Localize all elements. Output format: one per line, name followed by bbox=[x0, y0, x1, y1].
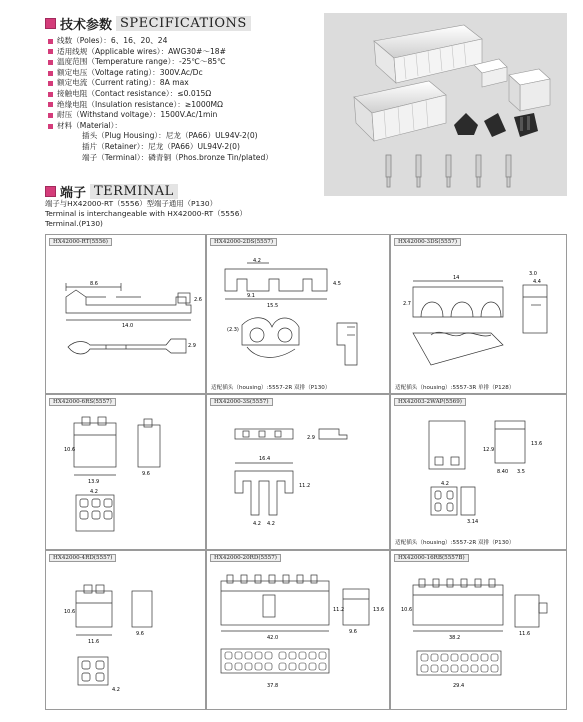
dim-label: 13.9 bbox=[88, 479, 100, 485]
panel-tag: HX42000-RT(5556) bbox=[49, 238, 112, 246]
dim-label: 14.0 bbox=[122, 323, 134, 329]
dim-label: 11.6 bbox=[519, 631, 531, 637]
spec-row bbox=[48, 78, 273, 89]
dim-label: 4.5 bbox=[333, 281, 341, 287]
dim-label: 4.2 bbox=[253, 521, 261, 527]
drawing-panel-16rb bbox=[390, 550, 567, 710]
retainer-2ds-drawing bbox=[207, 235, 391, 395]
dim-label: 15.5 bbox=[267, 303, 279, 309]
dim-label: 8.40 bbox=[497, 469, 509, 475]
panel-tag: HX42000-6RS(5557) bbox=[49, 398, 116, 406]
spec-text: 额定电压（Voltage rating）：300V.Ac/Dc bbox=[57, 67, 203, 77]
drawing-panel-3ds bbox=[390, 234, 567, 394]
drawing-panel-20rd bbox=[206, 550, 390, 710]
spec-text: 适用线规（Applicable wires）：AWG30#～18# bbox=[57, 46, 226, 56]
material-detail: 插片（Retainer）：尼龙（PA66）UL94V-2(0) bbox=[82, 141, 240, 151]
retainer-3s-drawing bbox=[207, 395, 391, 551]
bullet-square-icon bbox=[45, 18, 56, 29]
spec-row bbox=[48, 100, 273, 111]
dim-label: 4.2 bbox=[112, 687, 120, 693]
housing-6rs-drawing bbox=[46, 395, 207, 551]
dim-label: 8.6 bbox=[90, 281, 98, 287]
panel-tag: HX42000-3S(5557) bbox=[210, 398, 273, 406]
bullet-icon bbox=[48, 102, 53, 107]
panel-caption: 适配插头（housing）:5557-2R 双排（P130） bbox=[395, 540, 515, 546]
housing-2wap-drawing bbox=[391, 395, 568, 551]
spec-text: 额定电流（Current rating）：8A max bbox=[57, 78, 189, 88]
housing-6-pin-icon bbox=[509, 69, 550, 111]
dim-label: 4.4 bbox=[533, 279, 541, 285]
dim-label: (2.3) bbox=[227, 327, 239, 333]
dim-label: 4.2 bbox=[253, 258, 261, 264]
dim-label: 11.6 bbox=[88, 639, 100, 645]
bullet-square-icon bbox=[45, 186, 56, 197]
spec-row bbox=[48, 121, 273, 132]
drawing-panel-rt bbox=[45, 234, 206, 394]
spec-row bbox=[48, 36, 273, 47]
dim-label: 29.4 bbox=[453, 683, 465, 689]
dim-label: 9.6 bbox=[136, 631, 144, 637]
terminal-pins-icon bbox=[386, 155, 511, 187]
spec-text: 温度范围（Temperature range）：-25℃～85℃ bbox=[57, 57, 226, 67]
dim-label: 13.6 bbox=[531, 441, 543, 447]
bullet-icon bbox=[48, 124, 53, 129]
dim-label: 3.0 bbox=[529, 271, 537, 277]
terminal-note-line: 端子与HX42000-RT（5556）型端子通用（P130） bbox=[45, 199, 217, 208]
dim-label: 42.0 bbox=[267, 635, 279, 641]
dim-label: 9.1 bbox=[247, 293, 255, 299]
drawing-panel-6rs bbox=[45, 394, 206, 550]
dim-label: 2.9 bbox=[307, 435, 315, 441]
panel-tag: HX42003-2WAP(5569) bbox=[394, 398, 466, 406]
drawing-panel-2wap bbox=[390, 394, 567, 550]
spec-row bbox=[48, 110, 273, 121]
dim-label: 16.4 bbox=[259, 456, 271, 462]
dim-label: 9.6 bbox=[349, 629, 357, 635]
housing-20rd-drawing bbox=[207, 551, 391, 711]
housing-4rd-drawing bbox=[46, 551, 207, 711]
dim-label: 4.2 bbox=[267, 521, 275, 527]
spec-text: 接触电阻（Contact resistance）：≤0.015Ω bbox=[57, 88, 212, 98]
dim-label: 2.7 bbox=[403, 301, 411, 307]
panel-tag: HX42000-16RB(5557B) bbox=[394, 554, 469, 562]
bullet-icon bbox=[48, 49, 53, 54]
spec-row bbox=[48, 89, 273, 100]
material-detail: 插头（Plug Housing）：尼龙（PA66）UL94V-2(0) bbox=[82, 131, 258, 141]
dim-label: 14 bbox=[453, 275, 460, 281]
dim-label: 3.5 bbox=[517, 469, 525, 475]
terminal-note-line: Terminal is interchangeable with HX42000-RT（5556） bbox=[45, 209, 247, 218]
drawing-panel-3s bbox=[206, 394, 390, 550]
dim-label: 10.6 bbox=[401, 607, 413, 613]
terminal-drawing bbox=[46, 235, 207, 395]
bullet-icon bbox=[48, 71, 53, 76]
dim-label: 10.6 bbox=[64, 609, 76, 615]
bullet-icon bbox=[48, 81, 53, 86]
dim-label: 11.2 bbox=[333, 607, 345, 613]
panel-caption: 适配插头（housing）:5557-3R 单排（P128） bbox=[395, 385, 515, 391]
panel-tag: HX42000-20RD(5557) bbox=[210, 554, 281, 562]
bullet-icon bbox=[48, 60, 53, 65]
bullet-icon bbox=[48, 113, 53, 118]
spec-text: 线数（Poles）：6、16、20、24 bbox=[57, 36, 168, 45]
specifications-list bbox=[48, 36, 273, 163]
dim-label: 13.6 bbox=[373, 607, 385, 613]
housing-16rb-drawing bbox=[391, 551, 568, 711]
bullet-icon bbox=[48, 92, 53, 97]
spec-text: 耐压（Withstand voltage）：1500V.Ac/1min bbox=[57, 110, 218, 120]
specifications-title-en: SPECIFICATIONS bbox=[116, 16, 251, 31]
terminal-title-en: TERMINAL bbox=[90, 184, 178, 199]
specifications-title-cn: 技术参数 bbox=[60, 18, 113, 33]
terminal-note bbox=[45, 199, 247, 229]
dim-label: 37.8 bbox=[267, 683, 279, 689]
spec-row bbox=[48, 57, 273, 68]
panel-tag: HX42000-2DS(5557) bbox=[210, 238, 277, 246]
spec-row bbox=[48, 47, 273, 58]
spec-text: 材料（Material）： bbox=[57, 120, 123, 130]
dim-label: 38.2 bbox=[449, 635, 461, 641]
panel-caption: 适配插头（housing）:5557-2R 双排（P130） bbox=[211, 385, 331, 391]
retainer-3ds-drawing bbox=[391, 235, 568, 395]
housing-24-pin-icon bbox=[374, 25, 482, 83]
spec-text: 绝缘电阻（Insulation resistance）：≥1000MΩ bbox=[57, 99, 223, 109]
terminal-note-line: Terminal.(P130) bbox=[45, 219, 103, 228]
spec-row bbox=[48, 68, 273, 79]
product-photo bbox=[324, 13, 567, 196]
drawing-panel-2ds bbox=[206, 234, 390, 394]
housing-20-pin-icon bbox=[354, 81, 446, 141]
dim-label: 4.2 bbox=[441, 481, 449, 487]
dim-label: 4.2 bbox=[90, 489, 98, 495]
material-detail: 端子（Terminal）：磷青铜（Phos.bronze Tin/plated） bbox=[82, 152, 273, 162]
dim-label: 3.14 bbox=[467, 519, 479, 525]
dim-label: 9.6 bbox=[142, 471, 150, 477]
dim-label: 2.6 bbox=[194, 297, 202, 303]
panel-tag: HX42000-3DS(5557) bbox=[394, 238, 461, 246]
terminal-title-cn: 端子 bbox=[60, 186, 87, 201]
panel-tag: HX42000-4RD(5557) bbox=[49, 554, 116, 562]
connector-photo-illustration bbox=[324, 13, 567, 196]
retainer-icon bbox=[454, 113, 538, 137]
specifications-header bbox=[45, 14, 251, 33]
drawing-panel-4rd bbox=[45, 550, 206, 710]
dim-label: 2.9 bbox=[188, 343, 196, 349]
dim-label: 10.6 bbox=[64, 447, 76, 453]
dim-label: 11.2 bbox=[299, 483, 311, 489]
dim-label: 12.9 bbox=[483, 447, 495, 453]
bullet-icon bbox=[48, 39, 53, 44]
